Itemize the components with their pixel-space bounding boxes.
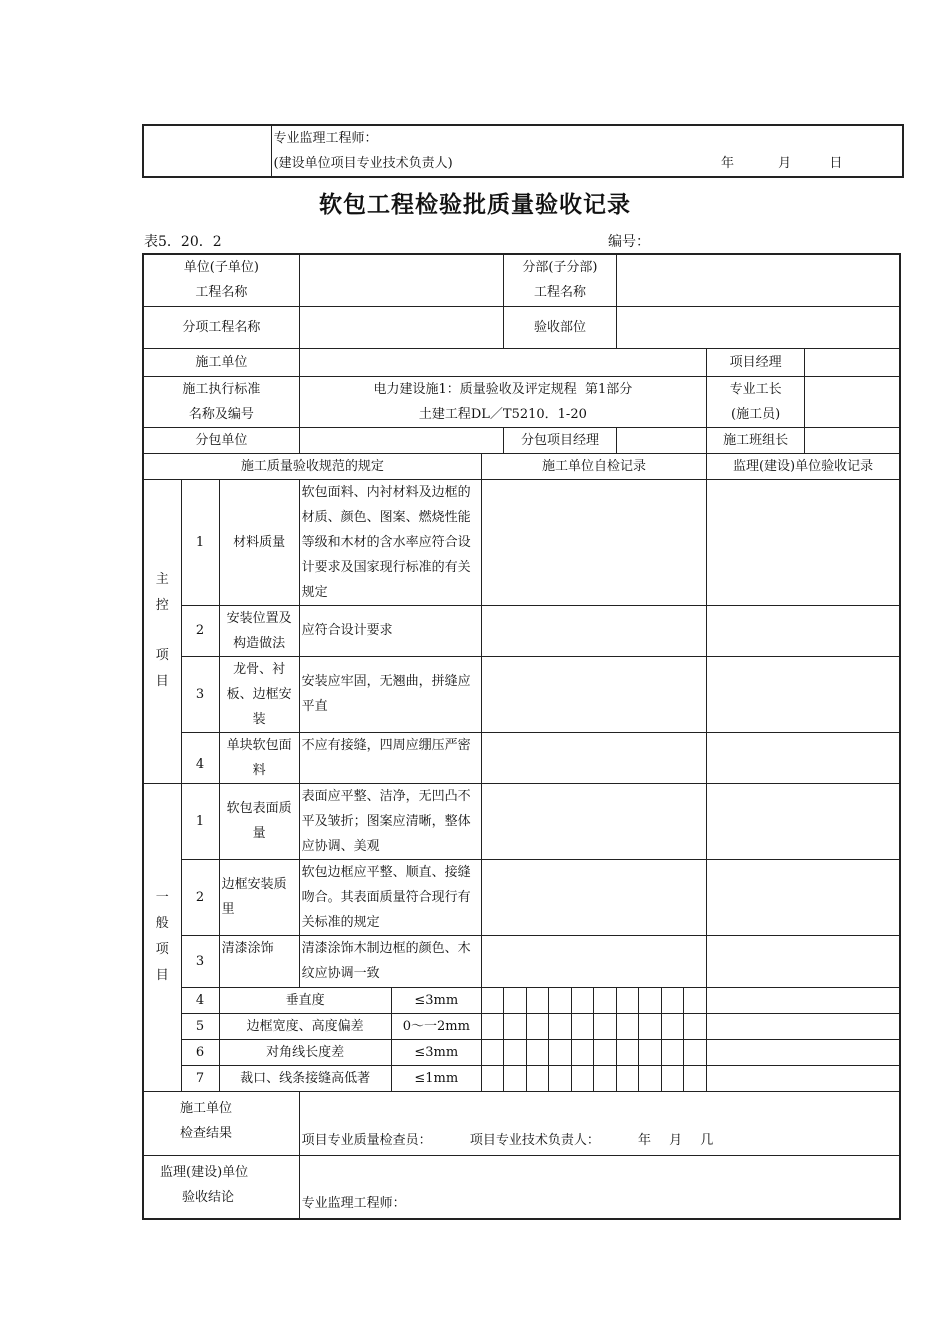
measure-cell[interactable]: [639, 1065, 662, 1091]
accept-part-value[interactable]: [616, 306, 900, 348]
measure-cell[interactable]: [593, 1013, 616, 1039]
quality-inspector-label: 项目专业质量检查员：: [301, 1132, 432, 1148]
measure-cell[interactable]: [548, 1039, 571, 1065]
measure-cell[interactable]: [548, 1065, 571, 1091]
tolerance-limit: ≤3mm: [391, 1039, 481, 1065]
item-name: 安装位置及构造做法: [219, 605, 299, 656]
accept-part-label: 验收部位: [503, 306, 616, 348]
sub-label-line1: 分部(子分部): [522, 260, 598, 276]
supervisor-label: 专业监理工程师：: [273, 131, 378, 146]
self-check-cell[interactable]: [481, 783, 706, 859]
item-number: 1: [181, 783, 219, 859]
supervisor-cell[interactable]: [707, 1039, 900, 1065]
measure-cell[interactable]: [503, 1039, 526, 1065]
item-number: 7: [181, 1065, 219, 1091]
previous-signature-block: [142, 124, 904, 178]
supervisor-cell[interactable]: [707, 656, 900, 732]
serial-number-label: 编号：: [608, 234, 650, 250]
foreman-label-line1: 专业工长: [729, 381, 782, 397]
measure-cell[interactable]: [593, 1065, 616, 1091]
measure-cell[interactable]: [571, 1013, 593, 1039]
measure-cell[interactable]: [526, 1013, 548, 1039]
self-check-cell[interactable]: [481, 656, 706, 732]
project-manager-label: 项目经理: [707, 348, 805, 376]
item-number: 1: [181, 479, 219, 605]
measure-cell[interactable]: [616, 1065, 638, 1091]
day-label: 日: [829, 156, 843, 171]
result-label-line1: 施工单位: [180, 1100, 233, 1116]
standard-value-line2: 土建工程DL／T5210．1-20: [418, 406, 587, 422]
measure-cell[interactable]: [503, 1065, 526, 1091]
item-number: 2: [181, 859, 219, 935]
item-requirement: 应符合设计要求: [299, 605, 481, 656]
measure-cell[interactable]: [616, 987, 638, 1013]
supervision-conclusion-label: [143, 1155, 299, 1219]
group-char: 项: [155, 942, 169, 957]
tolerance-limit: ≤1mm: [391, 1065, 481, 1091]
sub-pm-value[interactable]: [616, 427, 706, 453]
item-requirement: 软包边框应平整、顺直、接缝吻合。其表面质量符合现行有关标准的规定: [299, 859, 481, 935]
standard-label: [143, 376, 299, 427]
group-char: 目: [155, 968, 169, 983]
foreman-label-line2: (施工员): [731, 406, 781, 422]
main-control-group-label: [143, 479, 181, 783]
blank-cell: [143, 125, 271, 177]
foreman-value[interactable]: [805, 376, 900, 427]
construction-result-value[interactable]: [299, 1091, 900, 1155]
measure-cell[interactable]: [662, 1013, 684, 1039]
supervisor-cell[interactable]: [707, 605, 900, 656]
group-char: 项: [155, 648, 169, 663]
self-check-cell[interactable]: [481, 605, 706, 656]
measure-cell[interactable]: [639, 1039, 662, 1065]
tolerance-name: 边框宽度、高度偏差: [219, 1013, 391, 1039]
measure-cell[interactable]: [684, 987, 707, 1013]
conclusion-label-line1: 监理(建设)单位: [160, 1164, 249, 1180]
measure-cell[interactable]: [548, 1013, 571, 1039]
measure-cell[interactable]: [593, 987, 616, 1013]
measure-cell[interactable]: [503, 1013, 526, 1039]
table-number: 表5．20．2: [144, 234, 222, 250]
item-name-label: 分项工程名称: [143, 306, 299, 348]
subdivision-name-label: [503, 254, 616, 306]
item-number: 3: [181, 935, 219, 987]
date-fields: [711, 151, 903, 177]
measure-cell[interactable]: [662, 1065, 684, 1091]
measure-cell[interactable]: [526, 1039, 548, 1065]
measure-cell[interactable]: [481, 1065, 503, 1091]
unit-project-name-value[interactable]: [299, 254, 503, 306]
measure-cell[interactable]: [571, 1065, 593, 1091]
measure-cell[interactable]: [662, 1039, 684, 1065]
supervision-conclusion-value[interactable]: [299, 1155, 900, 1219]
item-name: 软包表面质量: [219, 783, 299, 859]
item-number: 4: [181, 732, 219, 783]
inspection-record-table: [142, 253, 901, 1220]
sub-pm-label: 分包项目经理: [503, 427, 616, 453]
measure-cell[interactable]: [684, 1013, 707, 1039]
item-name: 清漆涂饰: [219, 935, 299, 987]
measure-cell[interactable]: [684, 1065, 707, 1091]
measure-cell[interactable]: [639, 1013, 662, 1039]
item-name: 单块软包面料: [219, 732, 299, 783]
self-check-cell[interactable]: [481, 935, 706, 987]
item-name: 材料质量: [219, 479, 299, 605]
standard-value: [299, 376, 706, 427]
subdivision-name-value[interactable]: [616, 254, 900, 306]
item-requirement: 不应有接缝，四周应绷压严密: [299, 732, 481, 783]
tech-lead-label: 项目专业技术负责人：: [469, 1132, 600, 1148]
measure-cell[interactable]: [616, 1013, 638, 1039]
col-self-check-header: 施工单位自检记录: [481, 453, 706, 479]
result-label-line2: 检查结果: [180, 1125, 233, 1141]
group-char: 主: [155, 572, 169, 587]
measure-cell[interactable]: [481, 987, 503, 1013]
page-title: 软包工程检验批质量验收记录: [319, 192, 631, 218]
measure-cell[interactable]: [593, 1039, 616, 1065]
measure-cell[interactable]: [571, 987, 593, 1013]
self-check-cell[interactable]: [481, 479, 706, 605]
standard-label-line2: 名称及编号: [188, 406, 254, 422]
foreman-label: [707, 376, 805, 427]
year-label: 年: [637, 1132, 651, 1148]
item-number: 4: [181, 987, 219, 1013]
item-name: 龙骨、衬板、边框安装: [219, 656, 299, 732]
tolerance-name: 对角线长度差: [219, 1039, 391, 1065]
item-number: 3: [181, 656, 219, 732]
item-number: 6: [181, 1039, 219, 1065]
measure-cell[interactable]: [503, 987, 526, 1013]
measure-cell[interactable]: [548, 987, 571, 1013]
year-label: 年: [721, 156, 735, 171]
supervisor-cell[interactable]: [707, 732, 900, 783]
month-label: 月: [669, 1132, 683, 1148]
col-supervisor-header: 监理(建设)单位验收记录: [707, 453, 900, 479]
item-name-value[interactable]: [299, 306, 503, 348]
tolerance-row: [143, 1065, 900, 1091]
owner-tech-lead-label: (建设单位项目专业技术负责人): [273, 156, 453, 171]
unit-label-line1: 单位(子单位): [183, 260, 259, 276]
measure-cell[interactable]: [526, 987, 548, 1013]
measure-cell[interactable]: [616, 1039, 638, 1065]
self-check-cell[interactable]: [481, 859, 706, 935]
project-manager-value[interactable]: [805, 348, 900, 376]
item-number: 2: [181, 605, 219, 656]
supervisor-engineer-label: 专业监理工程师：: [301, 1196, 406, 1211]
supervisor-cell[interactable]: [707, 987, 900, 1013]
item-requirement: 软包面料、内衬材料及边框的材质、颜色、图案、燃烧性能等级和木材的含水率应符合设计要求及国家现行标准的有关规定: [299, 479, 481, 605]
tolerance-limit: 0～一2mm: [391, 1013, 481, 1039]
tolerance-limit: ≤3mm: [391, 987, 481, 1013]
subcontractor-label: 分包单位: [143, 427, 299, 453]
group-char: 般: [155, 916, 169, 931]
item-requirement: 表面应平整、洁净，无凹凸不平及皱折；图案应清晰，整体应协调、美观: [299, 783, 481, 859]
day-label: 几: [700, 1132, 714, 1148]
team-leader-label: 施工班组长: [707, 427, 805, 453]
supervisor-cell[interactable]: [707, 935, 900, 987]
supervisor-cell[interactable]: [707, 479, 900, 605]
standard-label-line1: 施工执行标准: [182, 381, 261, 397]
group-char: 目: [155, 674, 169, 689]
construction-result-label: [143, 1091, 299, 1155]
unit-project-name-label: [143, 254, 299, 306]
measure-cell[interactable]: [481, 1013, 503, 1039]
group-char: 一: [155, 890, 169, 905]
tolerance-name: 裁口、线条接缝高低著: [219, 1065, 391, 1091]
subcontractor-value[interactable]: [299, 427, 503, 453]
tolerance-row: [143, 1013, 900, 1039]
tolerance-row: [143, 987, 900, 1013]
tolerance-row: [143, 1039, 900, 1065]
item-number: 5: [181, 1013, 219, 1039]
supervisor-cell[interactable]: [707, 859, 900, 935]
measure-cell[interactable]: [662, 987, 684, 1013]
tolerance-name: 垂直度: [219, 987, 391, 1013]
measure-cell[interactable]: [526, 1065, 548, 1091]
sub-label-line2: 工程名称: [533, 285, 586, 301]
general-group-label: [143, 783, 181, 1091]
item-requirement: 清漆涂饰木制边框的颜色、木纹应协调一致: [299, 935, 481, 987]
item-name: 边框安装质里: [219, 859, 299, 935]
construction-unit-value[interactable]: [299, 348, 706, 376]
supervisor-cell[interactable]: [707, 783, 900, 859]
measure-cell[interactable]: [481, 1039, 503, 1065]
month-label: 月: [778, 156, 792, 171]
measure-cell[interactable]: [571, 1039, 593, 1065]
team-leader-value[interactable]: [805, 427, 900, 453]
group-char: 控: [155, 598, 169, 613]
col-spec-header: 施工质量验收规范的规定: [143, 453, 481, 479]
item-requirement: 安装应牢固，无翘曲，拼缝应平直: [299, 656, 481, 732]
construction-unit-label: 施工单位: [143, 348, 299, 376]
measure-cell[interactable]: [639, 987, 662, 1013]
self-check-cell[interactable]: [481, 732, 706, 783]
standard-value-line1: 电力建设施1：质量验收及评定规程 第1部分: [373, 381, 633, 397]
supervisor-cell[interactable]: [707, 1065, 900, 1091]
unit-label-line2: 工程名称: [195, 285, 248, 301]
supervisor-cell[interactable]: [707, 1013, 900, 1039]
measure-cell[interactable]: [684, 1039, 707, 1065]
conclusion-label-line2: 验收结论: [182, 1189, 235, 1205]
